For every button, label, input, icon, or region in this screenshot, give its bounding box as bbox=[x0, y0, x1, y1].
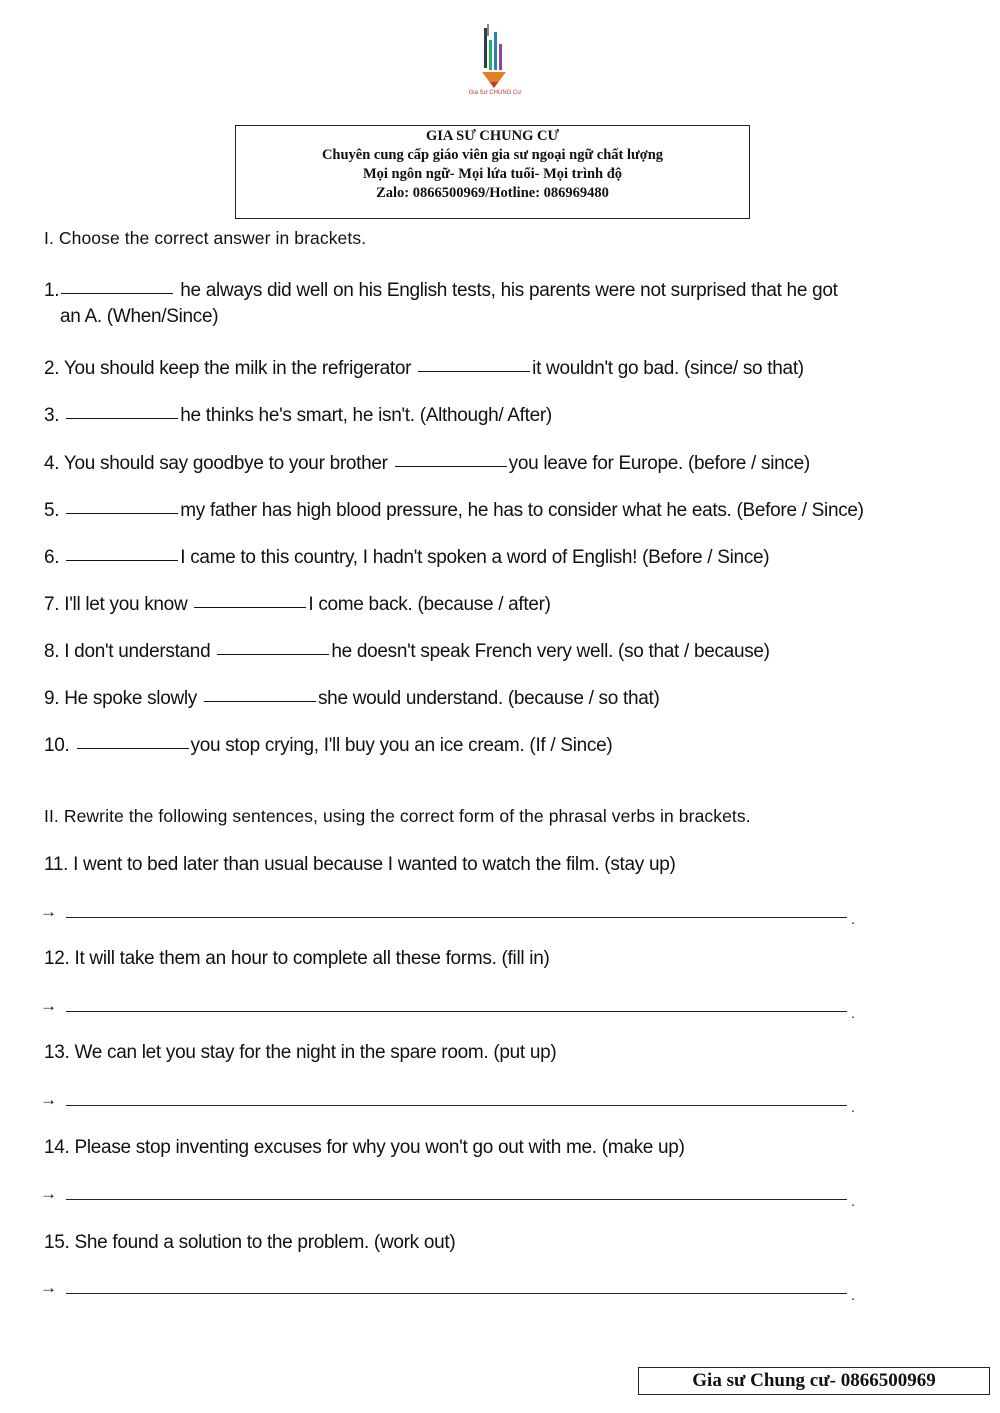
answer-rule bbox=[66, 1293, 847, 1294]
question-5-text-after: my father has high blood pressure, he has to consider what he eats. (Before / Since) bbox=[180, 500, 864, 521]
question-10-text-after: you stop crying, I'll buy you an ice cream. (If / Since) bbox=[190, 735, 613, 756]
question-6 bbox=[44, 547, 769, 569]
question-8 bbox=[44, 641, 770, 663]
question-9 bbox=[44, 688, 660, 710]
answer-line-11[interactable] bbox=[40, 902, 855, 926]
question-10 bbox=[44, 735, 612, 757]
question-5-blank[interactable] bbox=[66, 512, 178, 514]
question-6-text-before: 6. bbox=[44, 547, 65, 568]
question-15: 15. She found a solution to the problem. (work out) bbox=[44, 1232, 456, 1253]
question-2-text-before: 2. You should keep the milk in the refrigerator bbox=[44, 358, 417, 379]
answer-rule bbox=[66, 1011, 847, 1012]
question-7-text-after: I come back. (because / after) bbox=[308, 594, 551, 615]
question-6-text-after: I came to this country, I hadn't spoken a word of English! (Before / Since) bbox=[180, 547, 770, 568]
question-4-text-after: you leave for Europe. (before / since) bbox=[508, 453, 810, 474]
question-9-text-after: she would understand. (because / so that) bbox=[317, 688, 660, 709]
question-4-text-before: 4. You should say goodbye to your brother bbox=[44, 453, 393, 474]
question-4 bbox=[44, 453, 810, 475]
question-8-text-after: he doesn't speak French very well. (so that / because) bbox=[331, 641, 770, 662]
section-2-title: II. Rewrite the following sentences, using the correct form of the phrasal verbs in brackets. bbox=[44, 806, 751, 826]
logo-caption: Gia Sư CHUNG Cư bbox=[468, 90, 522, 96]
answer-end-dot: . bbox=[851, 1287, 855, 1303]
arrow-icon: → bbox=[40, 1090, 57, 1109]
header-box bbox=[235, 125, 750, 219]
question-3-text-before: 3. bbox=[44, 405, 65, 426]
question-3-blank[interactable] bbox=[66, 417, 178, 419]
question-9-blank[interactable] bbox=[204, 700, 316, 702]
arrow-icon: → bbox=[40, 1184, 57, 1203]
question-8-text-before: 8. I don't understand bbox=[44, 641, 216, 662]
question-10-text-before: 10. bbox=[44, 735, 75, 756]
answer-line-14[interactable] bbox=[40, 1184, 855, 1208]
question-1-text: he always did well on his English tests, his parents were not surprised that he got bbox=[175, 280, 838, 301]
header-line-services: Chuyên cung cấp giáo viên gia sư ngoại ngữ chất lượng bbox=[321, 147, 664, 163]
question-12: 12. It will take them an hour to complete all these forms. (fill in) bbox=[44, 948, 550, 969]
arrow-icon: → bbox=[40, 1278, 57, 1297]
header-line-contact: Zalo: 0866500969/Hotline: 086969480 bbox=[376, 185, 609, 201]
question-7-text-before: 7. I'll let you know bbox=[44, 594, 193, 615]
question-5 bbox=[44, 500, 864, 522]
answer-line-12[interactable] bbox=[40, 996, 855, 1020]
question-14: 14. Please stop inventing excuses for why you won't go out with me. (make up) bbox=[44, 1137, 685, 1158]
question-1 bbox=[44, 280, 838, 302]
question-1-blank[interactable] bbox=[61, 292, 173, 294]
question-4-blank[interactable] bbox=[395, 465, 507, 467]
answer-end-dot: . bbox=[851, 911, 855, 927]
question-1-line2: an A. (When/Since) bbox=[60, 306, 219, 327]
question-5-text-before: 5. bbox=[44, 500, 65, 521]
answer-line-15[interactable] bbox=[40, 1278, 855, 1302]
question-11: 11. I went to bed later than usual because I wanted to watch the film. (stay up) bbox=[44, 854, 676, 875]
answer-end-dot: . bbox=[851, 1005, 855, 1021]
question-6-blank[interactable] bbox=[66, 559, 178, 561]
question-2 bbox=[44, 358, 804, 380]
question-8-blank[interactable] bbox=[217, 653, 329, 655]
arrow-icon: → bbox=[40, 996, 57, 1015]
question-13: 13. We can let you stay for the night in the spare room. (put up) bbox=[44, 1042, 557, 1063]
answer-rule bbox=[66, 1199, 847, 1200]
question-10-blank[interactable] bbox=[77, 747, 189, 749]
question-7 bbox=[44, 594, 551, 616]
question-3 bbox=[44, 405, 552, 427]
question-3-text-after: he thinks he's smart, he isn't. (Although/ After) bbox=[180, 405, 552, 426]
question-9-text-before: 9. He spoke slowly bbox=[44, 688, 202, 709]
header-line-scope: Mọi ngôn ngữ- Mọi lứa tuổi- Mọi trình độ bbox=[362, 166, 623, 182]
answer-end-dot: . bbox=[851, 1099, 855, 1115]
question-2-blank[interactable] bbox=[418, 370, 530, 372]
arrow-icon: → bbox=[40, 902, 57, 921]
answer-line-13[interactable] bbox=[40, 1090, 855, 1114]
header-title: GIA SƯ CHUNG CƯ bbox=[425, 128, 560, 144]
answer-rule bbox=[66, 1105, 847, 1106]
question-2-text-after: it wouldn't go bad. (since/ so that) bbox=[532, 358, 804, 379]
question-1-number: 1. bbox=[44, 280, 60, 301]
section-1-title: I. Choose the correct answer in brackets. bbox=[44, 228, 367, 248]
answer-end-dot: . bbox=[851, 1193, 855, 1209]
question-7-blank[interactable] bbox=[194, 606, 306, 608]
answer-rule bbox=[66, 917, 847, 918]
footer-contact: Gia sư Chung cư- 0866500969 bbox=[638, 1367, 990, 1395]
